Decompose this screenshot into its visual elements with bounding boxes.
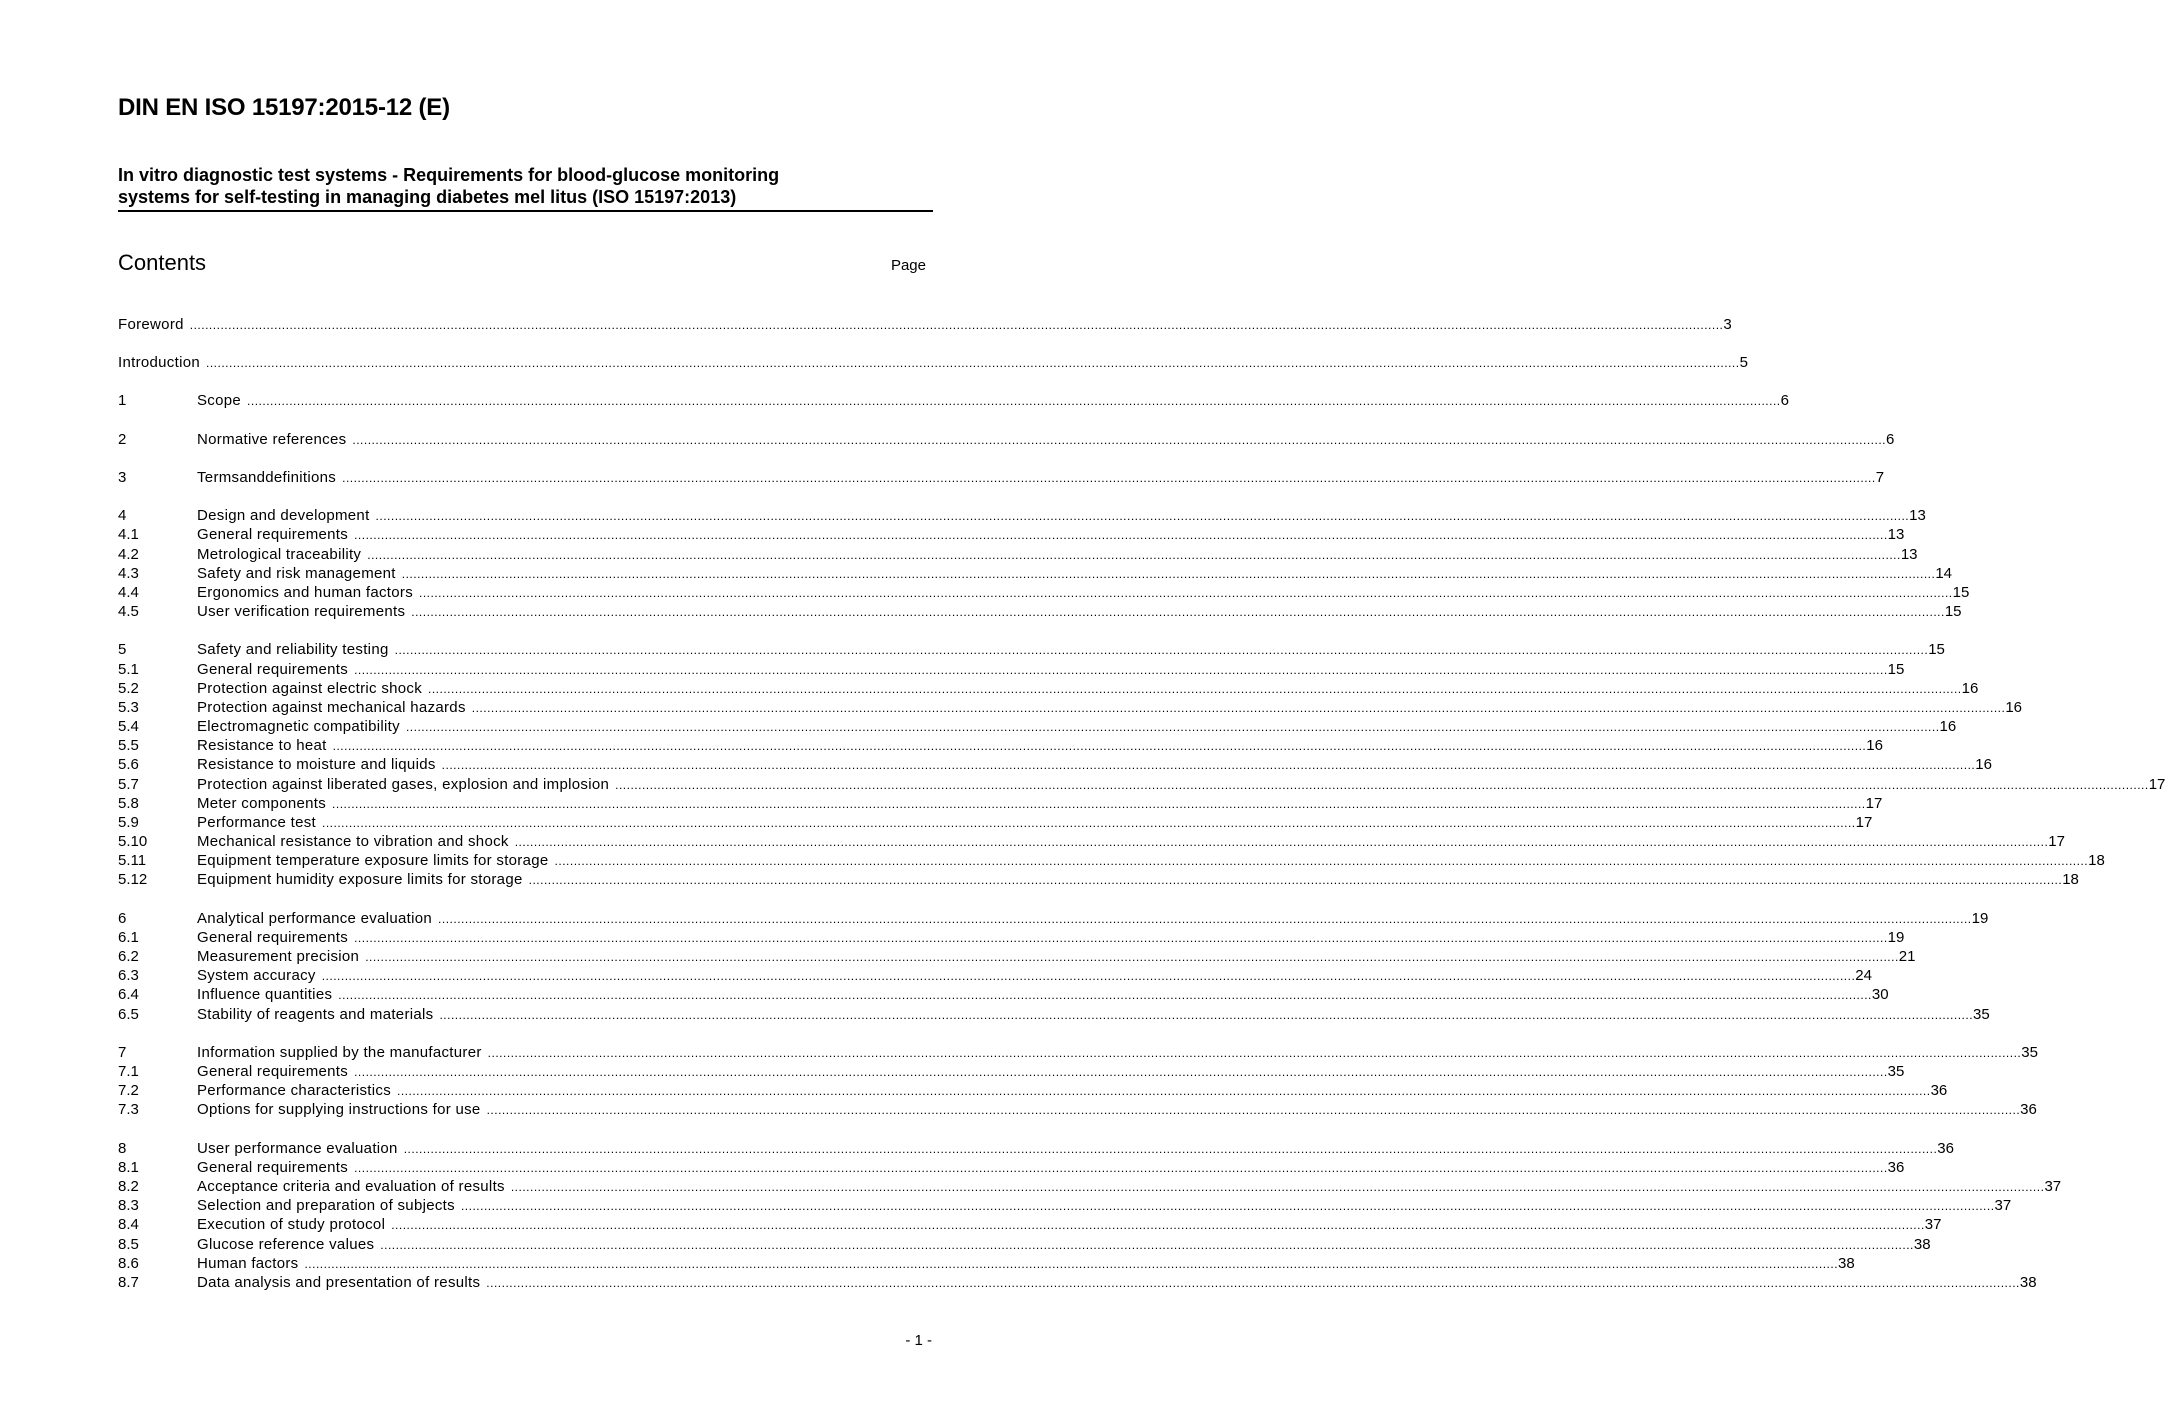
toc-entry-title: Resistance to moisture and liquids xyxy=(197,756,436,773)
toc-entry[interactable] xyxy=(118,813,1873,832)
toc-entry[interactable] xyxy=(118,564,1953,583)
toc-entry[interactable] xyxy=(118,1100,2037,1119)
toc-entry[interactable] xyxy=(118,966,1872,985)
document-title: DIN EN ISO 15197:2015-12 (E) xyxy=(118,94,450,121)
toc-entry-title: Foreword xyxy=(118,316,184,333)
toc-entry-title: Stability of reagents and materials xyxy=(197,1006,434,1023)
document-subtitle xyxy=(118,164,933,212)
toc-entry-title: Data analysis and presentation of results xyxy=(197,1274,481,1291)
toc-entry[interactable] xyxy=(118,1081,1948,1100)
toc-dot-leader: ................................................................................................................................................................................................................................................................................................................................................................................................................ xyxy=(304,1257,1839,1271)
toc-entry[interactable] xyxy=(118,679,1979,698)
toc-entry-title: Design and development xyxy=(197,507,370,524)
toc-dot-leader: ................................................................................................................................................................................................................................................................................................................................................................................................................ xyxy=(189,318,1724,332)
toc-entry-number: 4.3 xyxy=(118,565,139,582)
toc-entry-number: 6.2 xyxy=(118,948,139,965)
toc-entry-title: Safety and risk management xyxy=(197,565,396,582)
toc-entry[interactable] xyxy=(118,851,2105,870)
toc-entry-page: 19 xyxy=(1971,910,1989,927)
toc-entry-number: 8 xyxy=(118,1140,127,1157)
toc-entry[interactable] xyxy=(118,928,1905,947)
toc-entry-number: 1 xyxy=(118,392,127,409)
toc-entry-page: 38 xyxy=(1913,1236,1931,1253)
toc-dot-leader: ................................................................................................................................................................................................................................................................................................................................................................................................................ xyxy=(354,528,1888,542)
toc-dot-leader: ................................................................................................................................................................................................................................................................................................................................................................................................................ xyxy=(342,471,1876,485)
toc-dot-leader: ................................................................................................................................................................................................................................................................................................................................................................................................................ xyxy=(205,356,1740,370)
toc-dot-leader: ................................................................................................................................................................................................................................................................................................................................................................................................................ xyxy=(471,701,2006,715)
toc-entry-page: 19 xyxy=(1887,929,1905,946)
toc-entry-page: 16 xyxy=(1866,737,1883,754)
toc-entry-title: Equipment humidity exposure limits for storage xyxy=(197,871,523,888)
toc-dot-leader: ................................................................................................................................................................................................................................................................................................................................................................................................................ xyxy=(405,720,1940,734)
toc-entry[interactable] xyxy=(118,717,1957,736)
toc-entry-title: General requirements xyxy=(197,929,349,946)
toc-entry-title: System accuracy xyxy=(197,967,316,984)
toc-entry-title: Scope xyxy=(197,392,242,409)
page-number-footer: - 1 - xyxy=(905,1332,932,1349)
toc-entry-number: 6.4 xyxy=(118,986,139,1003)
toc-entry[interactable] xyxy=(118,1196,2012,1215)
toc-entry-title: Protection against electric shock xyxy=(197,680,423,697)
toc-entry-number: 8.1 xyxy=(118,1159,139,1176)
toc-entry-number: 8.6 xyxy=(118,1255,139,1272)
toc-entry-title: User performance evaluation xyxy=(197,1140,398,1157)
toc-entry-page: 6 xyxy=(1780,392,1789,409)
toc-dot-leader: ................................................................................................................................................................................................................................................................................................................................................................................................................ xyxy=(486,1103,2021,1117)
toc-dot-leader: ................................................................................................................................................................................................................................................................................................................................................................................................................ xyxy=(403,1142,1938,1156)
toc-entry-page: 30 xyxy=(1871,986,1889,1003)
toc-entry-title: General requirements xyxy=(197,526,349,543)
toc-entry-page: 38 xyxy=(2019,1274,2037,1291)
toc-entry[interactable] xyxy=(118,602,1962,621)
toc-entry-number: 7.2 xyxy=(118,1082,139,1099)
toc-dot-leader: ................................................................................................................................................................................................................................................................................................................................................................................................................ xyxy=(391,1218,1925,1232)
toc-entry-title: General requirements xyxy=(197,1063,349,1080)
toc-entry-page: 17 xyxy=(1855,814,1873,831)
toc-entry-number: 5.6 xyxy=(118,756,139,773)
toc-dot-leader: ................................................................................................................................................................................................................................................................................................................................................................................................................ xyxy=(367,548,1901,562)
toc-dot-leader: ................................................................................................................................................................................................................................................................................................................................................................................................................ xyxy=(528,873,2063,887)
toc-entry-title: Equipment temperature exposure limits for storage xyxy=(197,852,549,869)
toc-entry-title: Acceptance criteria and evaluation of results xyxy=(197,1178,505,1195)
toc-entry-title: Meter components xyxy=(197,795,327,812)
toc-dot-leader: ................................................................................................................................................................................................................................................................................................................................................................................................................ xyxy=(487,1046,2022,1060)
toc-entry-title: Analytical performance evaluation xyxy=(197,910,433,927)
toc-entry-number: 8.2 xyxy=(118,1178,139,1195)
toc-entry-number: 5.11 xyxy=(118,852,147,869)
toc-entry[interactable] xyxy=(118,430,1895,449)
toc-entry-number: 5.2 xyxy=(118,680,139,697)
toc-entry-page: 18 xyxy=(2062,871,2079,888)
toc-entry-page: 13 xyxy=(1909,507,1926,524)
toc-dot-leader: ................................................................................................................................................................................................................................................................................................................................................................................................................ xyxy=(365,950,1899,964)
toc-entry[interactable] xyxy=(118,1139,1954,1158)
toc-dot-leader: ................................................................................................................................................................................................................................................................................................................................................................................................................ xyxy=(439,1008,1974,1022)
toc-entry-title: User verification requirements xyxy=(197,603,406,620)
toc-entry[interactable] xyxy=(118,1062,1905,1081)
toc-entry-page: 35 xyxy=(2021,1044,2038,1061)
toc-dot-leader: ................................................................................................................................................................................................................................................................................................................................................................................................................ xyxy=(247,394,1781,408)
toc-entry-page: 14 xyxy=(1935,565,1953,582)
toc-entry-page: 35 xyxy=(1887,1063,1905,1080)
toc-entry[interactable] xyxy=(118,506,1926,525)
toc-dot-leader: ................................................................................................................................................................................................................................................................................................................................................................................................................ xyxy=(352,433,1886,447)
toc-entry[interactable] xyxy=(118,870,2079,889)
toc-entry-page: 36 xyxy=(1887,1159,1905,1176)
toc-entry-title: Termsanddefinitions xyxy=(197,469,337,486)
toc-entry[interactable] xyxy=(118,353,1748,372)
subtitle-line-2: systems for self-testing in managing diabetes mel litus (ISO 15197:2013) xyxy=(118,187,737,207)
toc-entry-title: Selection and preparation of subjects xyxy=(197,1197,455,1214)
toc-entry-number: 7.3 xyxy=(118,1101,139,1118)
toc-dot-leader: ................................................................................................................................................................................................................................................................................................................................................................................................................ xyxy=(354,1065,1888,1079)
toc-entry[interactable] xyxy=(118,391,1789,410)
toc-entry[interactable] xyxy=(118,1177,2062,1196)
toc-entry-title: General requirements xyxy=(197,661,349,678)
toc-entry[interactable] xyxy=(118,525,1905,544)
toc-entry[interactable] xyxy=(118,1273,2037,1292)
toc-entry[interactable] xyxy=(118,468,1885,487)
toc-entry-number: 5.5 xyxy=(118,737,139,754)
toc-entry-number: 5.7 xyxy=(118,776,139,793)
toc-entry[interactable] xyxy=(118,736,1883,755)
toc-entry-page: 15 xyxy=(1952,584,1970,601)
toc-entry-title: Measurement precision xyxy=(197,948,360,965)
toc-dot-leader: ................................................................................................................................................................................................................................................................................................................................................................................................................ xyxy=(397,1084,1931,1098)
toc-entry-number: 4.4 xyxy=(118,584,139,601)
toc-entry-page: 24 xyxy=(1855,967,1872,984)
toc-entry-title: Electromagnetic compatibility xyxy=(197,718,400,735)
toc-entry-page: 17 xyxy=(1865,795,1883,812)
toc-entry-page: 13 xyxy=(1900,546,1918,563)
toc-entry[interactable] xyxy=(118,698,2023,717)
toc-entry-title: Influence quantities xyxy=(197,986,333,1003)
toc-entry-page: 37 xyxy=(2044,1178,2062,1195)
toc-entry-page: 6 xyxy=(1885,431,1895,448)
toc-entry-title: Safety and reliability testing xyxy=(197,641,389,658)
toc-dot-leader: ................................................................................................................................................................................................................................................................................................................................................................................................................ xyxy=(441,758,1976,772)
toc-entry-title: Information supplied by the manufacturer xyxy=(197,1044,482,1061)
toc-dot-leader: ................................................................................................................................................................................................................................................................................................................................................................................................................ xyxy=(554,854,2089,868)
toc-dot-leader: ................................................................................................................................................................................................................................................................................................................................................................................................................ xyxy=(375,509,1910,523)
toc-dot-leader: ................................................................................................................................................................................................................................................................................................................................................................................................................ xyxy=(615,778,2149,792)
toc-entry-number: 7 xyxy=(118,1044,127,1061)
toc-entry-page: 15 xyxy=(1944,603,1962,620)
toc-dot-leader: ................................................................................................................................................................................................................................................................................................................................................................................................................ xyxy=(332,739,1867,753)
toc-entry-page: 21 xyxy=(1898,948,1916,965)
toc-dot-leader: ................................................................................................................................................................................................................................................................................................................................................................................................................ xyxy=(514,835,2049,849)
toc-entry-number: 6.1 xyxy=(118,929,139,946)
toc-entry-title: Performance test xyxy=(197,814,317,831)
toc-entry[interactable] xyxy=(118,909,1989,928)
toc-entry-number: 7.1 xyxy=(118,1063,139,1080)
toc-entry-number: 6 xyxy=(118,910,127,927)
toc-entry-number: 5.12 xyxy=(118,871,148,888)
toc-entry[interactable] xyxy=(118,1005,1990,1024)
toc-entry-page: 13 xyxy=(1887,526,1905,543)
toc-dot-leader: ................................................................................................................................................................................................................................................................................................................................................................................................................ xyxy=(321,969,1856,983)
toc-entry-page: 38 xyxy=(1838,1255,1855,1272)
toc-dot-leader: ................................................................................................................................................................................................................................................................................................................................................................................................................ xyxy=(354,663,1888,677)
toc-dot-leader: ................................................................................................................................................................................................................................................................................................................................................................................................................ xyxy=(322,816,1856,830)
toc-dot-leader: ................................................................................................................................................................................................................................................................................................................................................................................................................ xyxy=(394,643,1929,657)
toc-entry-number: 5.9 xyxy=(118,814,139,831)
toc-dot-leader: ................................................................................................................................................................................................................................................................................................................................................................................................................ xyxy=(380,1238,1914,1252)
toc-entry-number: 6.5 xyxy=(118,1006,139,1023)
toc-dot-leader: ................................................................................................................................................................................................................................................................................................................................................................................................................ xyxy=(438,912,1972,926)
toc-entry[interactable] xyxy=(118,315,1732,334)
toc-dot-leader: ................................................................................................................................................................................................................................................................................................................................................................................................................ xyxy=(332,797,1866,811)
toc-dot-leader: ................................................................................................................................................................................................................................................................................................................................................................................................................ xyxy=(428,682,1962,696)
toc-entry-number: 5.3 xyxy=(118,699,139,716)
toc-entry-number: 8.7 xyxy=(118,1274,139,1291)
toc-entry[interactable] xyxy=(118,1254,1855,1273)
toc-entry-page: 17 xyxy=(2148,776,2165,793)
toc-entry-number: 5.10 xyxy=(118,833,148,850)
toc-entry[interactable] xyxy=(118,660,1905,679)
toc-dot-leader: ................................................................................................................................................................................................................................................................................................................................................................................................................ xyxy=(486,1276,2020,1290)
toc-entry[interactable] xyxy=(118,755,1992,774)
toc-dot-leader: ................................................................................................................................................................................................................................................................................................................................................................................................................ xyxy=(510,1180,2045,1194)
toc-entry[interactable] xyxy=(118,583,1970,602)
toc-entry-number: 8.4 xyxy=(118,1216,139,1233)
toc-entry-number: 6.3 xyxy=(118,967,139,984)
toc-entry-page: 36 xyxy=(2020,1101,2037,1118)
toc-dot-leader: ................................................................................................................................................................................................................................................................................................................................................................................................................ xyxy=(460,1199,1995,1213)
toc-entry-title: Metrological traceability xyxy=(197,546,362,563)
toc-entry[interactable] xyxy=(118,985,1889,1004)
toc-entry-title: Normative references xyxy=(197,431,347,448)
toc-entry-page: 35 xyxy=(1973,1006,1990,1023)
toc-entry-page: 7 xyxy=(1875,469,1885,486)
toc-entry[interactable] xyxy=(118,947,1916,966)
toc-entry-page: 15 xyxy=(1887,661,1905,678)
toc-entry-title: Performance characteristics xyxy=(197,1082,391,1099)
toc-entry[interactable] xyxy=(118,832,2065,851)
contents-heading: Contents xyxy=(118,250,207,275)
toc-entry[interactable] xyxy=(118,775,2165,794)
toc-entry[interactable] xyxy=(118,1158,1905,1177)
toc-entry[interactable] xyxy=(118,1043,2038,1062)
toc-entry-page: 16 xyxy=(1939,718,1957,735)
toc-entry-page: 18 xyxy=(2088,852,2105,869)
toc-entry-number: 4.1 xyxy=(118,526,139,543)
toc-entry-page: 17 xyxy=(2048,833,2065,850)
toc-entry-number: 4.5 xyxy=(118,603,139,620)
toc-entry-title: Protection against liberated gases, explosion and implosion xyxy=(197,776,610,793)
toc-dot-leader: ................................................................................................................................................................................................................................................................................................................................................................................................................ xyxy=(338,988,1872,1002)
toc-dot-leader: ................................................................................................................................................................................................................................................................................................................................................................................................................ xyxy=(354,1161,1888,1175)
toc-entry-title: Options for supplying instructions for use xyxy=(197,1101,481,1118)
toc-entry[interactable] xyxy=(118,1215,1942,1234)
toc-entry-page: 36 xyxy=(1937,1140,1954,1157)
toc-entry-page: 3 xyxy=(1723,316,1732,333)
toc-entry[interactable] xyxy=(118,794,1883,813)
toc-entry-number: 8.5 xyxy=(118,1236,139,1253)
toc-entry-number: 3 xyxy=(118,469,127,486)
toc-entry[interactable] xyxy=(118,1235,1931,1254)
toc-entry-number: 5.8 xyxy=(118,795,139,812)
toc-entry-number: 2 xyxy=(118,431,127,448)
toc-dot-leader: ................................................................................................................................................................................................................................................................................................................................................................................................................ xyxy=(411,605,1945,619)
toc-entry-title: Introduction xyxy=(118,354,200,371)
toc-entry-number: 5 xyxy=(118,641,127,658)
toc-entry[interactable] xyxy=(118,545,1918,564)
toc-entry-number: 4.2 xyxy=(118,546,139,563)
toc-entry-page: 37 xyxy=(1924,1216,1942,1233)
toc-entry-title: Execution of study protocol xyxy=(197,1216,386,1233)
toc-dot-leader: ................................................................................................................................................................................................................................................................................................................................................................................................................ xyxy=(419,586,1953,600)
toc-entry-number: 5.4 xyxy=(118,718,139,735)
toc-entry-number: 8.3 xyxy=(118,1197,139,1214)
toc-entry-page: 37 xyxy=(1994,1197,2012,1214)
toc-entry-title: Resistance to heat xyxy=(197,737,327,754)
toc-dot-leader: ................................................................................................................................................................................................................................................................................................................................................................................................................ xyxy=(401,567,1936,581)
toc-entry-title: Human factors xyxy=(197,1255,299,1272)
toc-entry-title: Protection against mechanical hazards xyxy=(197,699,466,716)
toc-entry-title: General requirements xyxy=(197,1159,349,1176)
toc-entry-page: 16 xyxy=(2005,699,2023,716)
toc-entry-number: 4 xyxy=(118,507,127,524)
toc-entry-title: Ergonomics and human factors xyxy=(197,584,414,601)
toc-entry-page: 16 xyxy=(1975,756,1992,773)
toc-dot-leader: ................................................................................................................................................................................................................................................................................................................................................................................................................ xyxy=(354,931,1888,945)
toc-entry-page: 15 xyxy=(1928,641,1945,658)
page-column-label: Page xyxy=(890,257,926,274)
toc-entry-title: Mechanical resistance to vibration and shock xyxy=(197,833,509,850)
toc-entry-title: Glucose reference values xyxy=(197,1236,375,1253)
subtitle-line-1: In vitro diagnostic test systems - Requirements for blood-glucose monitoring xyxy=(118,165,780,185)
toc-entry-page: 16 xyxy=(1961,680,1979,697)
toc-entry-number: 5.1 xyxy=(118,661,139,678)
toc-entry[interactable] xyxy=(118,640,1945,659)
toc-entry-page: 5 xyxy=(1739,354,1748,371)
toc-entry-page: 36 xyxy=(1930,1082,1948,1099)
